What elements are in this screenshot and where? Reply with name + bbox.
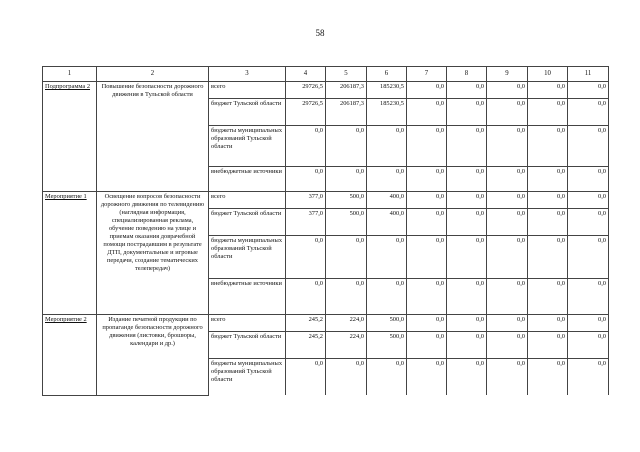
amount-cell: 0,0 [487, 126, 528, 167]
program-code: Мероприятие 1 [43, 192, 97, 315]
amount-cell: 224,0 [326, 332, 367, 359]
amount-cell: 0,0 [407, 209, 447, 236]
amount-cell: 0,0 [367, 279, 407, 315]
funding-source: бюджет Тульской области [209, 99, 286, 126]
amount-cell: 0,0 [487, 82, 528, 99]
amount-cell: 0,0 [367, 236, 407, 279]
amount-cell: 0,0 [286, 167, 326, 192]
amount-cell: 0,0 [447, 279, 487, 315]
funding-source: бюджет Тульской области [209, 332, 286, 359]
amount-cell: 185230,5 [367, 99, 407, 126]
table-row [43, 82, 609, 99]
amount-cell: 0,0 [447, 82, 487, 99]
funding-source: бюджеты муниципальных образований Тульской области [209, 359, 286, 396]
program-code: Мероприятие 2 [43, 315, 97, 396]
amount-cell: 0,0 [487, 236, 528, 279]
amount-cell: 29726,5 [286, 82, 326, 99]
amount-cell: 0,0 [528, 167, 568, 192]
program-name: Освещение вопросов безопасности дорожного движения по телевидению (наглядная информация, специализированная реклама, обучение поведению на улице и приемам оказания доврачебной помощи пострадавшим в результате ДТП, документальные и игровые передачи, создание тематических телепередач) [97, 192, 209, 315]
amount-cell: 0,0 [407, 279, 447, 315]
amount-cell: 0,0 [447, 359, 487, 396]
amount-cell: 0,0 [326, 279, 367, 315]
amount-cell: 0,0 [528, 192, 568, 209]
amount-cell: 0,0 [568, 315, 609, 332]
amount-cell: 0,0 [487, 279, 528, 315]
amount-cell: 0,0 [447, 332, 487, 359]
amount-cell: 0,0 [528, 279, 568, 315]
header-cell: 11 [568, 67, 609, 82]
amount-cell: 0,0 [568, 82, 609, 99]
amount-cell: 29726,5 [286, 99, 326, 126]
amount-cell: 0,0 [286, 126, 326, 167]
amount-cell: 0,0 [568, 126, 609, 167]
header-cell: 8 [447, 67, 487, 82]
amount-cell: 0,0 [407, 332, 447, 359]
amount-cell: 0,0 [528, 209, 568, 236]
amount-cell: 400,0 [367, 209, 407, 236]
amount-cell: 0,0 [407, 126, 447, 167]
amount-cell: 0,0 [528, 82, 568, 99]
amount-cell: 0,0 [568, 99, 609, 126]
amount-cell: 0,0 [447, 126, 487, 167]
amount-cell: 206187,3 [326, 82, 367, 99]
amount-cell: 0,0 [568, 332, 609, 359]
amount-cell: 0,0 [286, 279, 326, 315]
amount-cell: 0,0 [568, 192, 609, 209]
amount-cell: 0,0 [487, 192, 528, 209]
funding-source: внебюджетные источники [209, 167, 286, 192]
amount-cell: 0,0 [568, 279, 609, 315]
funding-source: бюджеты муниципальных образований Тульской области [209, 236, 286, 279]
table-row [43, 192, 609, 209]
amount-cell: 0,0 [367, 167, 407, 192]
amount-cell: 0,0 [447, 209, 487, 236]
amount-cell: 0,0 [528, 126, 568, 167]
amount-cell: 500,0 [367, 315, 407, 332]
funding-source: бюджеты муниципальных образований Тульской области [209, 126, 286, 167]
header-cell: 3 [209, 67, 286, 82]
amount-cell: 245,2 [286, 315, 326, 332]
amount-cell: 0,0 [528, 236, 568, 279]
amount-cell: 400,0 [367, 192, 407, 209]
amount-cell: 0,0 [528, 359, 568, 396]
amount-cell: 0,0 [286, 359, 326, 396]
amount-cell: 0,0 [407, 99, 447, 126]
funding-source: бюджет Тульской области [209, 209, 286, 236]
header-row [43, 67, 609, 82]
header-cell: 10 [528, 67, 568, 82]
amount-cell: 500,0 [326, 192, 367, 209]
amount-cell: 0,0 [568, 167, 609, 192]
amount-cell: 0,0 [447, 167, 487, 192]
amount-cell: 0,0 [487, 209, 528, 236]
amount-cell: 0,0 [487, 315, 528, 332]
header-cell: 1 [43, 67, 97, 82]
amount-cell: 0,0 [286, 236, 326, 279]
amount-cell: 0,0 [447, 192, 487, 209]
amount-cell: 500,0 [367, 332, 407, 359]
amount-cell: 0,0 [326, 126, 367, 167]
amount-cell: 377,0 [286, 192, 326, 209]
budget-table [42, 66, 609, 396]
header-cell: 4 [286, 67, 326, 82]
amount-cell: 0,0 [487, 167, 528, 192]
page-number: 58 [315, 28, 325, 38]
amount-cell: 377,0 [286, 209, 326, 236]
amount-cell: 0,0 [407, 236, 447, 279]
amount-cell: 0,0 [568, 359, 609, 396]
amount-cell: 0,0 [447, 315, 487, 332]
amount-cell: 0,0 [326, 359, 367, 396]
amount-cell: 0,0 [367, 126, 407, 167]
header-cell: 5 [326, 67, 367, 82]
table-row [43, 315, 609, 332]
header-cell: 6 [367, 67, 407, 82]
amount-cell: 0,0 [407, 359, 447, 396]
amount-cell: 185230,5 [367, 82, 407, 99]
amount-cell: 0,0 [407, 192, 447, 209]
amount-cell: 224,0 [326, 315, 367, 332]
amount-cell: 0,0 [528, 99, 568, 126]
amount-cell: 0,0 [528, 332, 568, 359]
amount-cell: 0,0 [568, 236, 609, 279]
amount-cell: 0,0 [447, 236, 487, 279]
amount-cell: 0,0 [326, 236, 367, 279]
program-name: Повышение безопасности дорожного движения в Тульской области [97, 82, 209, 192]
header-cell: 2 [97, 67, 209, 82]
funding-source: всего [209, 192, 286, 209]
funding-source: всего [209, 315, 286, 332]
amount-cell: 245,2 [286, 332, 326, 359]
amount-cell: 0,0 [407, 167, 447, 192]
amount-cell: 0,0 [407, 82, 447, 99]
amount-cell: 500,0 [326, 209, 367, 236]
amount-cell: 206187,3 [326, 99, 367, 126]
header-cell: 7 [407, 67, 447, 82]
amount-cell: 0,0 [528, 315, 568, 332]
program-code: Подпрограмма 2 [43, 82, 97, 192]
amount-cell: 0,0 [487, 359, 528, 396]
amount-cell: 0,0 [487, 99, 528, 126]
amount-cell: 0,0 [487, 332, 528, 359]
amount-cell: 0,0 [367, 359, 407, 396]
amount-cell: 0,0 [407, 315, 447, 332]
program-name: Издание печатной продукции по пропаганде безопасности дорожного движения (листовки, брошюры, календари и др.) [97, 315, 209, 396]
funding-source: внебюджетные источники [209, 279, 286, 315]
funding-source: всего [209, 82, 286, 99]
amount-cell: 0,0 [326, 167, 367, 192]
amount-cell: 0,0 [447, 99, 487, 126]
amount-cell: 0,0 [568, 209, 609, 236]
header-cell: 9 [487, 67, 528, 82]
